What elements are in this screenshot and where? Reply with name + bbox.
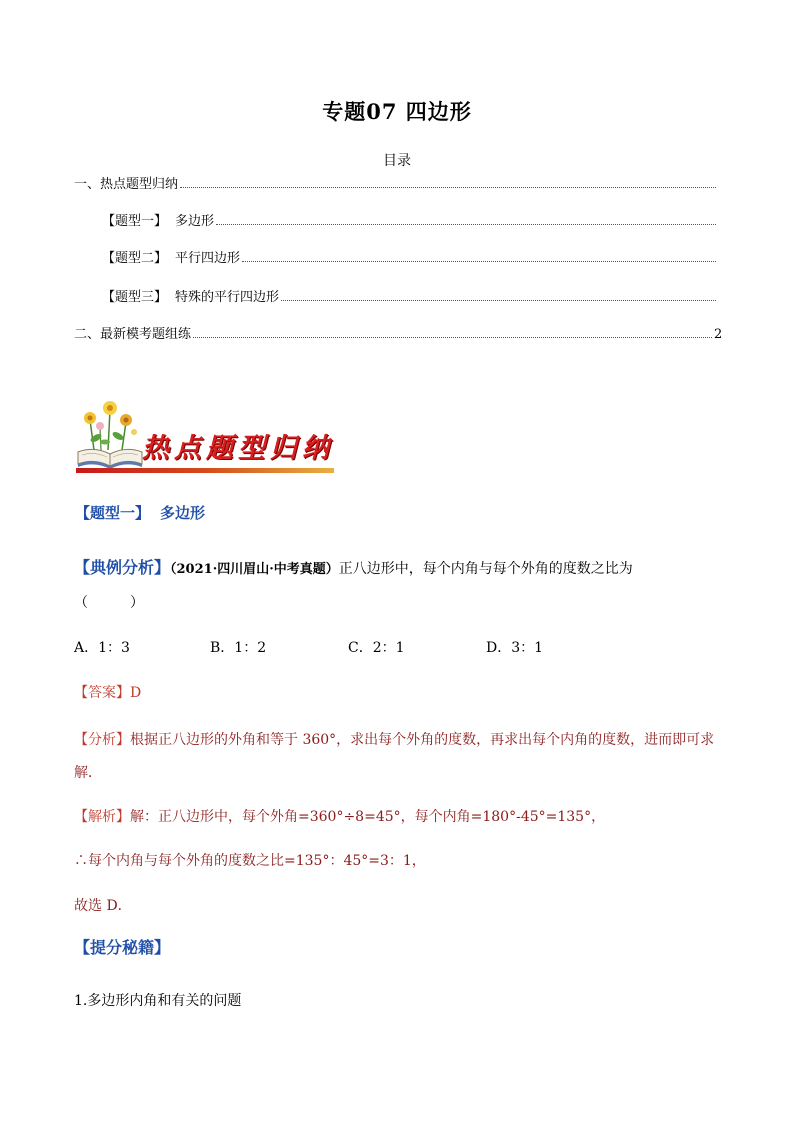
answer-line [74, 682, 141, 702]
option-d: D．3：1 [486, 640, 544, 656]
answer-value: D [130, 685, 142, 701]
section-name: 多边形 [160, 504, 206, 522]
book-flowers-icon [74, 398, 146, 470]
toc-page: 2 [714, 327, 723, 342]
toc-entry-bracket: 【题型三】 [102, 290, 168, 305]
toc-leader [180, 187, 716, 188]
section-heading [75, 502, 205, 523]
solution-line-2: ∴每个内角与每个外角的度数之比=135°：45°=3：1， [74, 853, 426, 869]
document-title: 专题07 四边形 [322, 99, 472, 124]
option-b: B．1：2 [210, 640, 267, 656]
banner-title: 热点题型归纳 [142, 433, 334, 464]
toc-entry-bracket: 【题型二】 [102, 251, 168, 266]
example-question [74, 555, 633, 578]
analysis-line-1 [74, 729, 714, 749]
toc-leader [193, 337, 712, 338]
toc-entry-5[interactable] [74, 324, 722, 342]
example-tag: 【典例分析】 [74, 558, 171, 577]
example-question-text: 正八边形中，每个内角与每个外角的度数之比为 [338, 561, 633, 577]
section-banner [74, 398, 336, 478]
analysis-line-2: 解． [74, 765, 102, 781]
toc-leader [216, 224, 716, 225]
toc-entry-label: 二、最新模考题组练 [74, 327, 192, 342]
answer-tag: 【答案】 [74, 685, 130, 701]
toc-entry-label: 特殊的平行四边形 [175, 290, 280, 305]
solution-line-3: 故选 D． [74, 898, 132, 914]
toc-entry-label: 平行四边形 [175, 251, 241, 266]
banner-underline [76, 468, 334, 473]
analysis-tag: 【分析】 [74, 732, 130, 748]
toc-entry-3[interactable] [102, 248, 726, 266]
toc-heading: 目录 [383, 153, 411, 169]
solution-text-1: 解：正八边形中，每个外角=360°÷8=45°，每个内角=180°-45°=135°， [130, 809, 606, 825]
toc-entry-label: 一、热点题型归纳 [74, 177, 179, 192]
solution-tag: 【解析】 [74, 809, 130, 825]
toc-leader [242, 261, 716, 262]
section-bracket: 【题型一】 [75, 504, 151, 522]
toc-entry-1[interactable] [74, 174, 726, 192]
toc-entry-bracket: 【题型一】 [102, 214, 168, 229]
toc-entry-2[interactable] [102, 211, 726, 229]
toc-entry-label: 多边形 [175, 214, 215, 229]
answer-blank: （ ） [74, 595, 144, 611]
option-c: C．2：1 [348, 640, 405, 656]
toc-leader [281, 300, 716, 301]
tips-item-1: 1.多边形内角和有关的问题 [74, 993, 242, 1009]
solution-line-1 [74, 806, 605, 826]
example-source: （2021·四川眉山·中考真题） [170, 562, 339, 577]
analysis-text-1: 根据正八边形的外角和等于 360°，求出每个外角的度数，再求出每个内角的度数，进而即可求 [130, 732, 715, 748]
option-a: A．1：3 [74, 640, 130, 656]
tips-heading: 【提分秘籍】 [74, 938, 171, 957]
toc-entry-4[interactable] [102, 287, 726, 305]
